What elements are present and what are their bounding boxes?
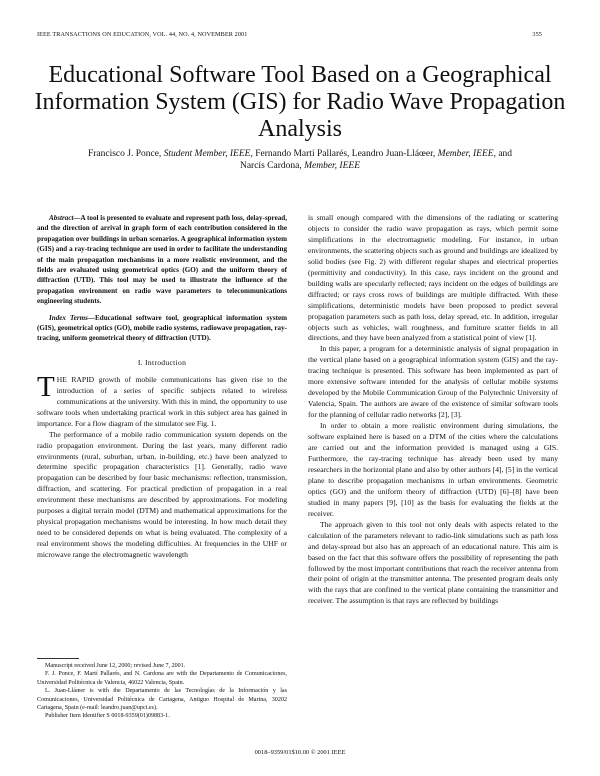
index-terms-label: Index Terms—	[49, 313, 96, 322]
author-name: Narcís Cardona,	[239, 161, 305, 171]
left-column	[37, 213, 287, 561]
running-header-journal: IEEE TRANSACTIONS ON EDUCATION, VOL. 44, NO. 4, NOVEMBER 2001	[37, 31, 248, 38]
author-list	[30, 148, 570, 172]
footnote-affiliation-1: F. J. Ponce, F. Martí Pallarés, and N. Cardona are with the Departamento de Comunicaciones, Universidad Politécnica de Valencia, 46022 Valencia, Spain.	[37, 671, 287, 686]
abstract	[37, 213, 287, 307]
intro-paragraph-1	[37, 370, 287, 430]
paper-title: Educational Software Tool Based on a Geographical Information System (GIS) for Radio Wave Propagation Analysis	[34, 62, 566, 142]
right-column	[308, 213, 558, 607]
body-paragraph-4: The approach given to this tool not only deals with aspects related to the calculation of the parameters relevant to radio-link simulations such as path loss and delay-spread but also has an approach of an educational nature. This aim is based on the fact that this software offers the possibility of representing the path followed by the most important contributions that reach the receiver antenna from their point of origin at the transmitter antenna. The presented program deals only with the rays that are confined to the vertical plane containing the transmitter and receiver. The assumption is that rays are reflected by buildings	[308, 519, 558, 606]
body-paragraph-1: is small enough compared with the dimensions of the radiating or scattering objects to consider the radio wave propagation as rays, which permit some simplifications in the electromagnetic modeling. For instance, in urban environments, the scattering objects such as ground and buildings are idealized by solid bodies (see Fig. 2) with different regular shapes and electrical properties (permittivity and conductivity). In this case, rays incident on the ground and building walls are specularly reflected; rays incident on the edges of buildings are diffracted; or rays cross rows of buildings are multiple diffracted. With these simplifications, deterministic models have been proposed to predict several propagation parameters such as path loss, delay spread, etc. In addition, irregular objects such as vehicles, wall roughness, and furniture scatter fields in all directions, and they have been analyzed from a statistical point of view [1].	[308, 213, 558, 343]
author-membership: Member, IEEE	[437, 149, 494, 159]
author-name: , Fernando Martí Pallarés, Leandro Juan-Lláœer,	[250, 149, 438, 159]
author-name: Francisco J. Ponce,	[87, 149, 164, 159]
index-terms	[37, 313, 287, 344]
footnote-affiliation-2: L. Juan-Lláœer is with the Departamento de las Tecnologías de la Información y las Comunicaciones, Universidad Politécnica de Cartagena, Antiguo Hospital de Marina, 30202 Cartagena, Spain (e-mail: leandro.juan@upct.es).	[37, 688, 287, 712]
author-membership: Student Member, IEEE	[163, 149, 251, 159]
footnote-publisher-id: Publisher Item Identifier S 0018-9359(01)09883-1.	[45, 713, 170, 720]
intro-paragraph-1-text: HE RAPID growth of mobile communications has given rise to the introduction of a series of specific subjects related to wireless communications at the university. With this in mind, the opportunity to use software tools when undertaking practical work in this subject area has gained in importance. For a flow diagram of the simulator see Fig. 1.	[37, 374, 287, 428]
footnote-rule	[37, 658, 79, 659]
author-line-1	[30, 148, 570, 160]
author-separator: , and	[493, 149, 513, 159]
drop-cap: T	[37, 370, 55, 403]
footnote-received: Manuscript received June 12, 2000; revised June 7, 2001.	[45, 663, 186, 669]
copyright-footer: 0018–9359/01$10.00 © 2001 IEEE	[254, 749, 346, 756]
index-terms-text: Educational software tool, geographical information system (GIS), geometrical optics (GO), mobile radio systems, radiowave propagation, ray-tracing, uniform geometrical theory of diffraction (UTD).	[37, 313, 287, 343]
abstract-label: Abstract—	[49, 214, 81, 222]
footnotes	[37, 662, 287, 721]
author-line-2	[30, 160, 570, 172]
body-paragraph-2: In this paper, a program for a deterministic analysis of signal propagation in the vertical plane based on a geographical information system (GIS) and the ray-tracing technique is presented. This software has been implemented as part of more extensive software intended for the analysis of cellular mobile systems developed by the Mobile Communication Group of the Polytechnic University of Valencia, Spain. The authors are aware of the existence of similar software tools for the planning of cellular radio networks [2], [3].	[308, 344, 558, 420]
page-number: 355	[532, 31, 542, 38]
author-membership: Member, IEEE	[304, 161, 361, 171]
body-paragraph-3: In order to obtain a more realistic environment during simulations, the software explained here is based on a DTM of the cities where the calculations are carried out and the information provided is managed using a GIS. Furthermore, the ray-tracing technique has already been used by many researchers in the horizontal plane and also by other authors [4], [5] in the vertical plane to describe propagation mechanisms in urban environments. Geometric optics (GO) and the uniform theory of diffraction (UTD) [6]–[8] have been studied in many papers [9], [10] as the basis for evaluating the fields at the receiver.	[308, 421, 558, 518]
section-heading-introduction: I. Introduction	[137, 357, 187, 367]
abstract-text: A tool is presented to evaluate and represent path loss, delay-spread, and the direction of arrival in graph form of each contribution considered in the propagation over buildings in urban scenarios. A geographical information system (GIS) and a ray-tracing technique are used in order to facilitate the understanding of the main propagation mechanisms in a more realistic environment, and the fields are evaluated using geometrical optics (GO) and the uniform theory of diffraction (UTD). This tool may be used to illustrate the influence of the propagation environment on radio wave parameters to telecommunications engineering students.	[37, 214, 287, 306]
intro-paragraph-2: The performance of a mobile radio communication system depends on the radio propagation environment. During the last years, many different radio environments (rural, suburban, urban, in-building, etc.) have been analyzed to determine specific propagation characteristics [1]. Generally, radio wave propagation can be described by four basic mechanisms: reflection, transmission, diffraction, and scattering. For practical prediction of propagation in a real environment these mechanisms are described by approximations. For modeling purposes a digital terrain model (DTM) and mathematical approximations for the physical propagation mechanisms would be interesting. In how much detail they need to be considered depends on what is being evaluated. The complexity of a real environment shows the modeling difficulties. At frequencies in the UHF or microwave range the electromagnetic wavelength	[37, 429, 287, 560]
